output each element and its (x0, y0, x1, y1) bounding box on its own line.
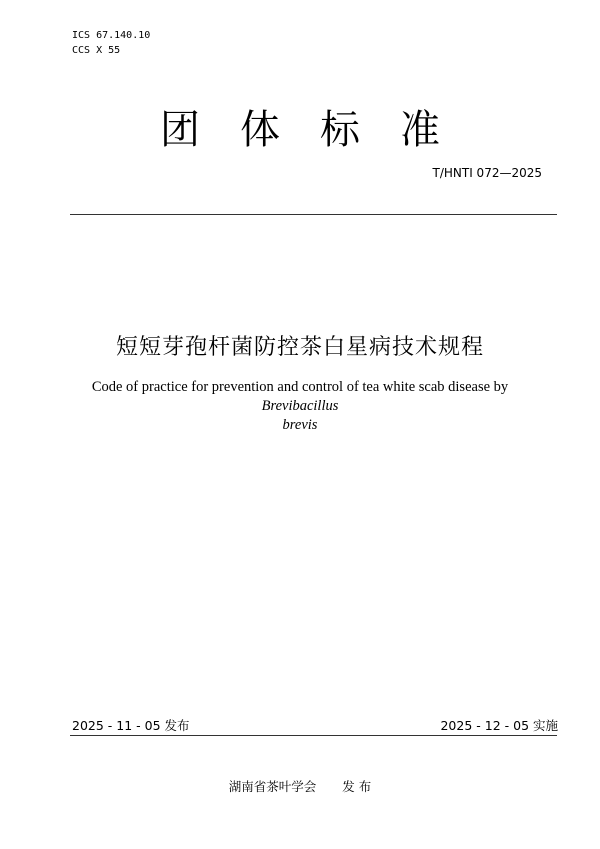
top-divider (70, 214, 557, 215)
standard-type-char: 准 (400, 107, 440, 153)
implementation-date: 2025 - 12 - 05 实施 (440, 718, 558, 733)
english-title (60, 378, 540, 435)
publisher-line (0, 777, 600, 795)
standard-type-char: 标 (320, 107, 360, 153)
bottom-divider (70, 735, 557, 736)
standard-type-char: 团 (160, 107, 200, 153)
english-title-species-epithet: brevis (282, 417, 318, 433)
standard-number: T/HNTI 072—2025 (432, 166, 542, 180)
english-title-species-genus: Brevibacillus (261, 398, 339, 414)
standard-type-char: 体 (240, 107, 280, 153)
chinese-title: 短短芽孢杆菌防控茶白星病技术规程 (115, 335, 484, 360)
release-date: 2025 - 11 - 05 发布 (72, 718, 190, 733)
ics-code: ICS 67.140.10 (72, 30, 151, 41)
publisher-action: 发 布 (342, 779, 372, 794)
english-title-text: Code of practice for prevention and control of tea white scab disease by (91, 379, 509, 395)
publisher-name: 湖南省茶叶学会 (228, 779, 317, 794)
ccs-code: CCS X 55 (72, 45, 121, 56)
standard-type-heading (0, 98, 600, 155)
